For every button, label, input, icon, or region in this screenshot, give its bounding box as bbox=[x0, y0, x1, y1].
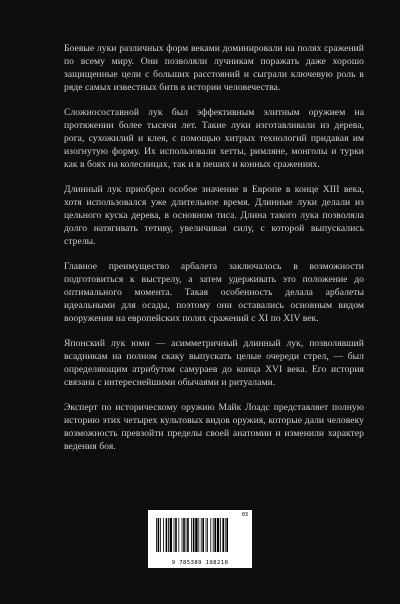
barcode-bar bbox=[174, 518, 175, 552]
barcode-bar bbox=[168, 518, 169, 552]
barcode-bar bbox=[213, 518, 214, 552]
annotation-text bbox=[64, 42, 364, 465]
paragraph-bows-intro: Боевые луки различных форм веками доминировали на полях сражений по всему миру. Они позволяли лучникам поражать даже хорошо защищенные цели с больших расстояний и сыграли ключевую роль в ряде самых известных битв в истории человечества. bbox=[64, 43, 364, 93]
barcode-bar bbox=[178, 518, 179, 552]
barcode-bar bbox=[206, 518, 207, 552]
barcode-bar bbox=[198, 518, 199, 552]
paragraph-crossbow: Главное преимущество арбалета заключалось в возможности подготовиться к выстрелу, а затем удерживать это положение до оптимального момента. Такая особенность делала арбалеты идеальными для осады, поэтому они оставались основным видом вооружения на европейских полях сражений с XI по XIV век. bbox=[64, 261, 364, 324]
barcode-bar bbox=[191, 518, 192, 552]
barcode-bars bbox=[148, 510, 252, 558]
barcode-bar bbox=[207, 518, 208, 552]
paragraph-longbow: Длинный лук приобрел особое значение в Европе в конце XIII века, хотя использовался уже длительное время. Длинные луки делали из цельного куска дерева, в основном тиса. Длина такого лука позволяла долго натягивать тетиву, увеличивая силу, с которой выпускались стрелы. bbox=[64, 184, 364, 247]
barcode-bar bbox=[183, 518, 185, 552]
barcode-bar bbox=[166, 518, 168, 552]
barcode-bar bbox=[202, 518, 204, 552]
barcode-bar bbox=[170, 518, 172, 552]
paragraph-yumi: Японский лук юми — асимметричный длинный лук, позволявший всадникам на полном скаку выпускать целые очереди стрел, — был определяющим атрибутом самураев до конца XVI века. Его история связана с интереснейшими обычаями и ритуалами. bbox=[64, 338, 364, 388]
barcode-bar bbox=[193, 518, 195, 552]
barcode-bar bbox=[163, 518, 164, 552]
barcode-bar bbox=[222, 518, 224, 552]
barcode-bar bbox=[186, 518, 187, 552]
barcode-bar bbox=[225, 518, 226, 552]
barcode-bar bbox=[187, 518, 189, 552]
barcode-bar bbox=[226, 518, 228, 552]
barcode-bar bbox=[195, 518, 197, 552]
barcode-bar bbox=[158, 518, 160, 552]
barcode-bar bbox=[214, 518, 216, 552]
barcode-addon: 03 bbox=[241, 512, 248, 518]
barcode-bar bbox=[160, 518, 161, 552]
paragraph-author: Эксперт по историческому оружию Майк Лоадс представляет полную историю этих четырех культовых видов оружия, которые дали человеку возможность превзойти пределы своей анатомии и изменили характер ведения боя. bbox=[64, 402, 364, 452]
barcode-bar bbox=[201, 518, 202, 552]
isbn-barcode bbox=[148, 510, 252, 568]
barcode-digits: 9 785389 198210 bbox=[171, 560, 229, 566]
barcode-bar bbox=[217, 518, 219, 552]
barcode-bar bbox=[182, 518, 183, 552]
barcode-bar bbox=[175, 518, 177, 552]
barcode-bar bbox=[210, 518, 211, 552]
barcode-bar bbox=[156, 518, 157, 552]
paragraph-composite-bow: Сложносоставной лук был эффективным элитным оружием на протяжении более тысячи лет. Такие луки изготавливали из дерева, рога, сухожилий и клея, с помощью хитрых технологий придавая им изогнутую форму. Их использовали хетты, римляне, монголы и турки как в боях на колесницах, так и в пеших и конных сражениях. bbox=[64, 107, 364, 170]
barcode-bar bbox=[220, 518, 221, 552]
